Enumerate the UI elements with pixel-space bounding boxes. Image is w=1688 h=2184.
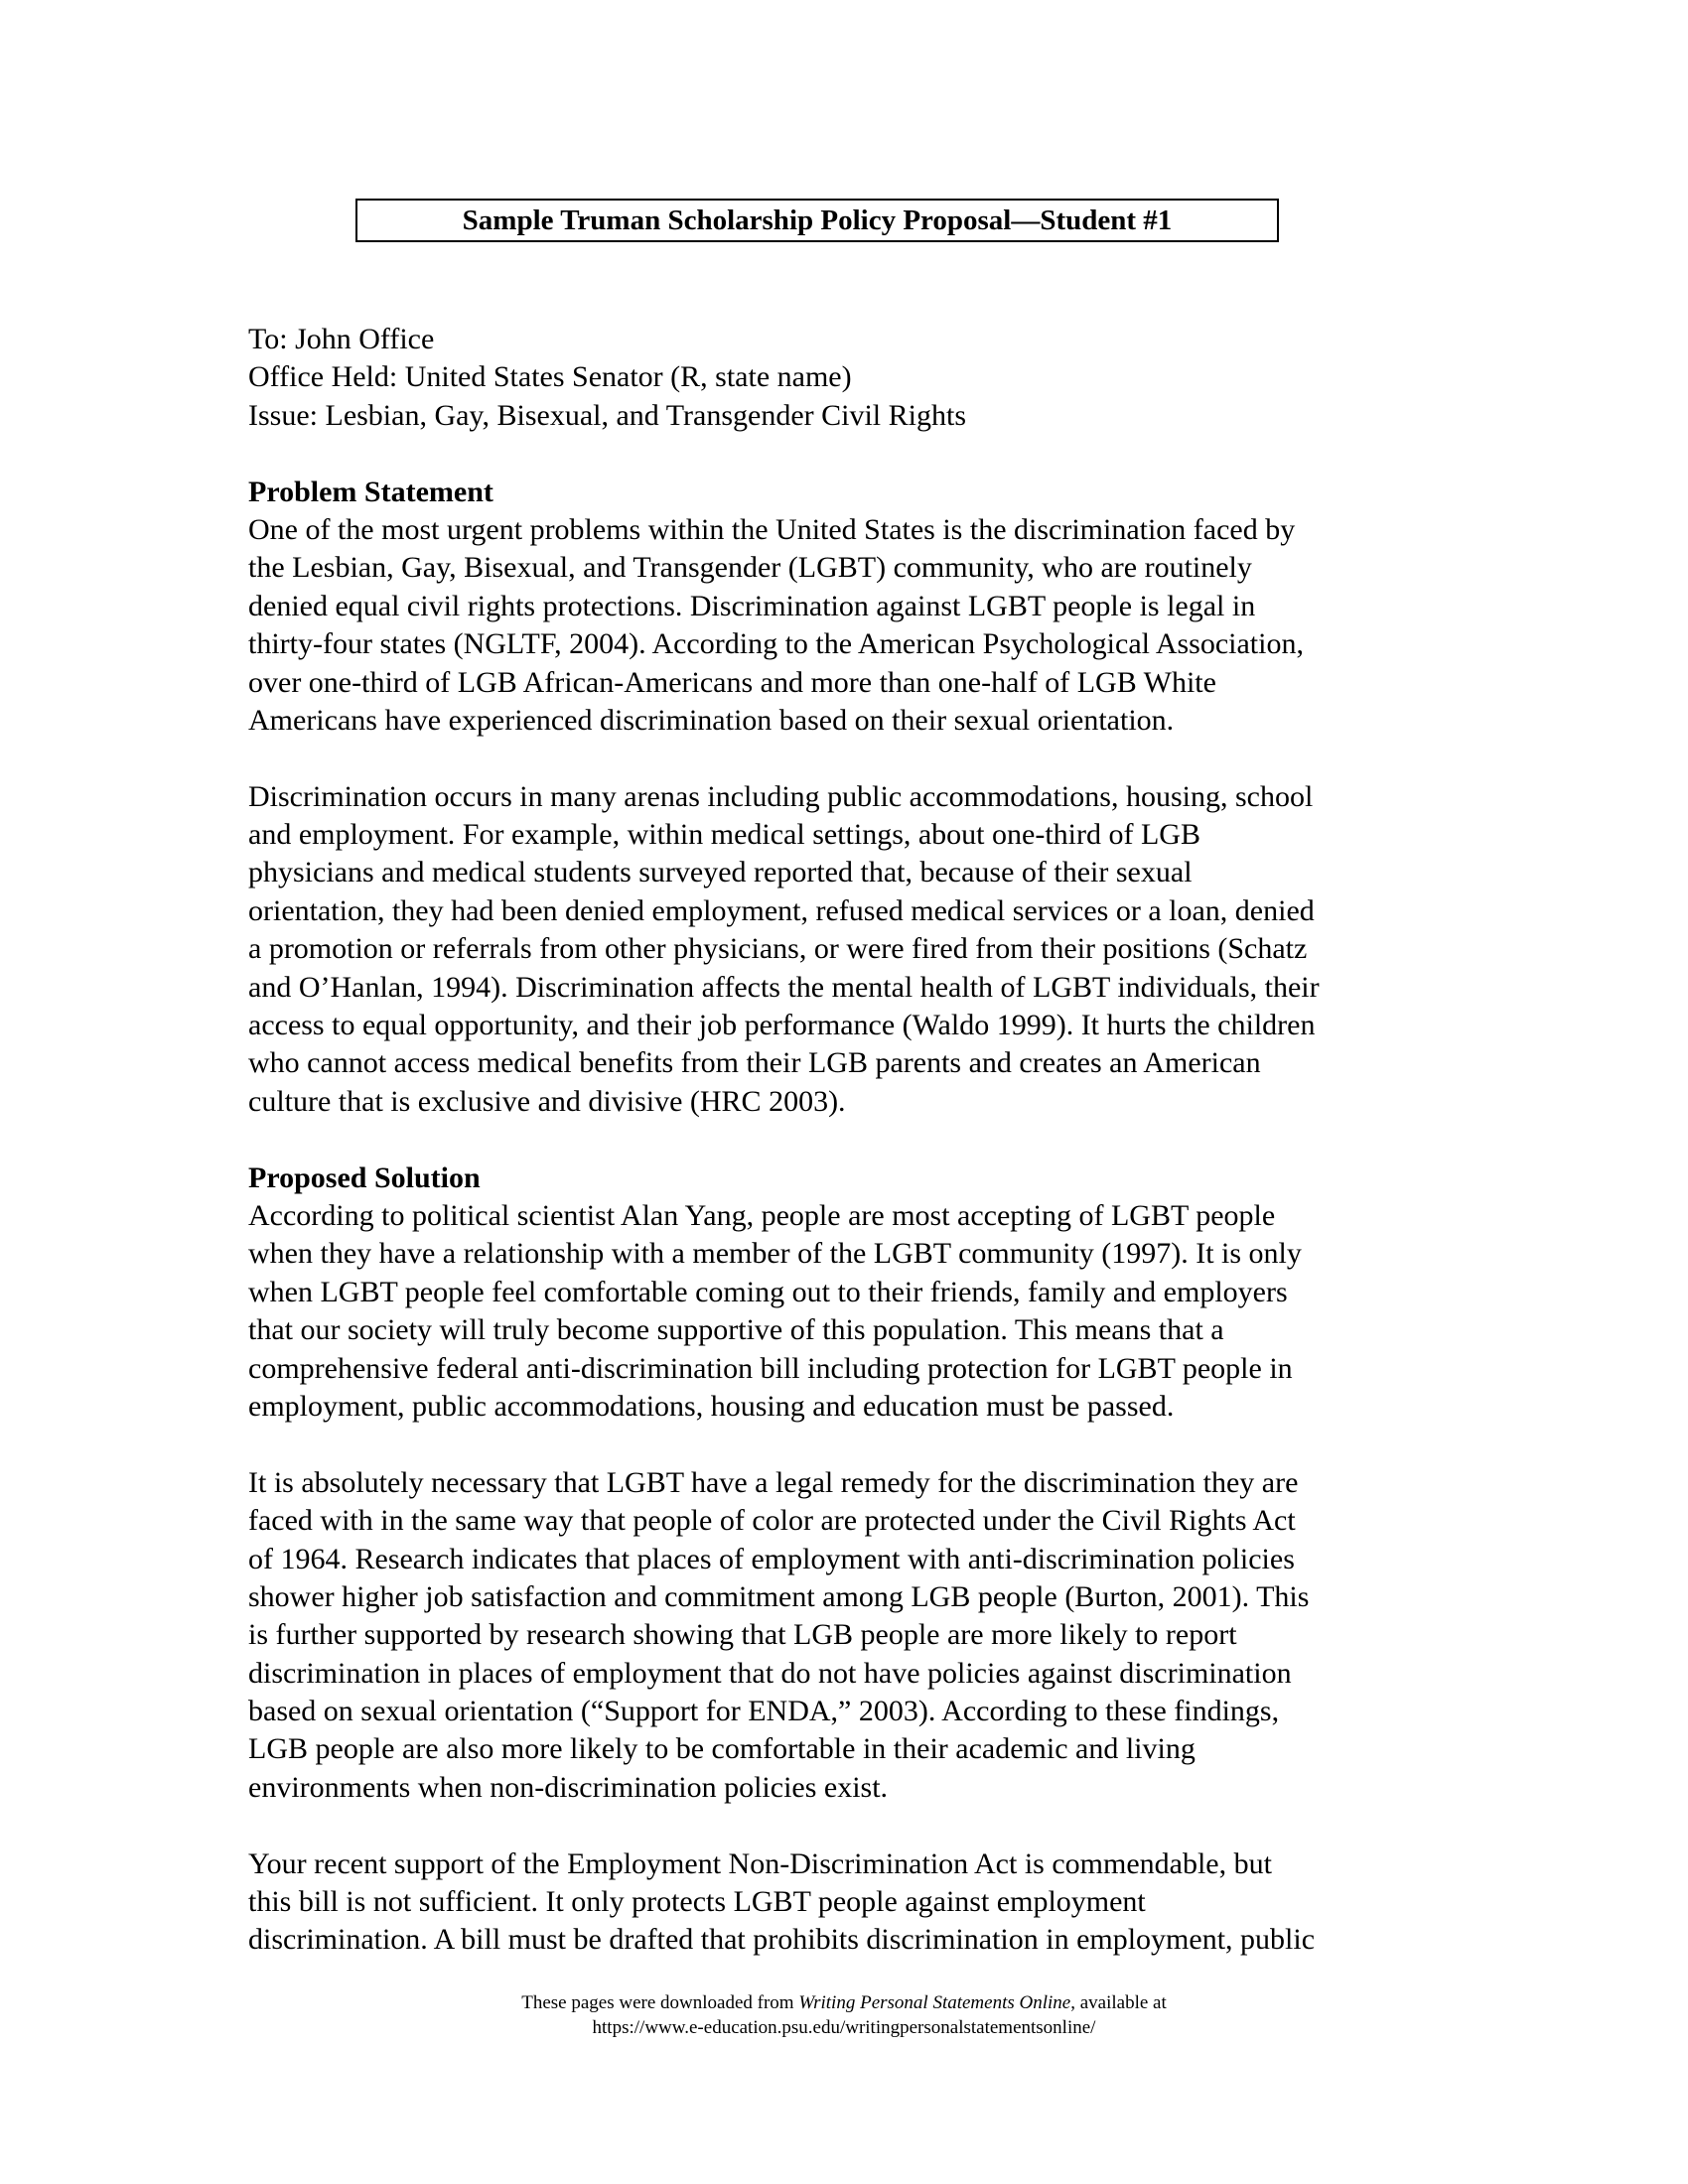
- text-line: who cannot access medical benefits from their LGB parents and creates an American: [248, 1046, 1261, 1080]
- text-line: of 1964. Research indicates that places of employment with anti-discrimination policies: [248, 1542, 1295, 1575]
- problem-paragraph-1: [248, 511, 1460, 740]
- memo-to: To: John Office: [248, 323, 435, 355]
- text-line: environments when non-discrimination policies exist.: [248, 1770, 889, 1804]
- footer-prefix: These pages were downloaded from: [521, 1992, 799, 2013]
- text-line: discrimination in places of employment that do not have policies against discrimination: [248, 1656, 1292, 1690]
- footer-source-title: Writing Personal Statements Online: [798, 1992, 1071, 2013]
- text-line: when they have a relationship with a member of the LGBT community (1997). It is only: [248, 1237, 1302, 1271]
- text-line: According to political scientist Alan Yang, people are most accepting of LGBT people: [248, 1198, 1276, 1232]
- memo-office-held: Office Held: United States Senator (R, state name): [248, 360, 852, 394]
- text-line: and employment. For example, within medical settings, about one-third of LGB: [248, 818, 1200, 852]
- footer-source-line: [0, 1990, 1688, 2015]
- problem-paragraph-2: [248, 778, 1460, 1122]
- text-line: Discrimination occurs in many arenas including public accommodations, housing, school: [248, 779, 1314, 813]
- text-line: access to equal opportunity, and their job performance (Waldo 1999). It hurts the children: [248, 1009, 1316, 1042]
- footer-url: https://www.e-education.psu.edu/writingpersonalstatementsonline/: [592, 2017, 1096, 2038]
- text-line: faced with in the same way that people of color are protected under the Civil Rights Act: [248, 1504, 1296, 1538]
- text-line: a promotion or referrals from other physicians, or were fired from their positions (Schatz: [248, 932, 1308, 966]
- proposed-solution-heading: Proposed Solution: [248, 1160, 481, 1194]
- text-line: thirty-four states (NGLTF, 2004). According to the American Psychological Association,: [248, 627, 1304, 661]
- text-line: that our society will truly become supportive of this population. This means that a: [248, 1313, 1224, 1347]
- footer-suffix: , available at: [1070, 1992, 1167, 2013]
- document-body: [248, 321, 1460, 1960]
- text-line: this bill is not sufficient. It only protects LGBT people against employment: [248, 1885, 1146, 1919]
- text-line: LGB people are also more likely to be comfortable in their academic and living: [248, 1732, 1196, 1766]
- text-line: comprehensive federal anti-discrimination bill including protection for LGBT people in: [248, 1351, 1293, 1385]
- text-line: culture that is exclusive and divisive (HRC 2003).: [248, 1084, 846, 1118]
- text-line: shower higher job satisfaction and commitment among LGB people (Burton, 2001). This: [248, 1579, 1310, 1613]
- problem-statement-section: [248, 474, 1460, 1122]
- memo-header: [248, 321, 1460, 435]
- memo-issue: Issue: Lesbian, Gay, Bisexual, and Transgender Civil Rights: [248, 398, 966, 432]
- text-line: is further supported by research showing that LGB people are more likely to report: [248, 1618, 1237, 1652]
- text-line: and O’Hanlan, 1994). Discrimination affects the mental health of LGBT individuals, their: [248, 970, 1320, 1004]
- text-line: Your recent support of the Employment Non-Discrimination Act is commendable, but: [248, 1846, 1272, 1880]
- text-line: discrimination. A bill must be drafted that prohibits discrimination in employment, public: [248, 1923, 1316, 1957]
- solution-paragraph-2: [248, 1464, 1460, 1808]
- solution-paragraph-3: [248, 1845, 1460, 1960]
- text-line: physicians and medical students surveyed reported that, because of their sexual: [248, 856, 1193, 889]
- document-title: Sample Truman Scholarship Policy Proposal—Student #1: [462, 204, 1173, 236]
- text-line: the Lesbian, Gay, Bisexual, and Transgender (LGBT) community, who are routinely: [248, 551, 1252, 585]
- text-line: orientation, they had been denied employment, refused medical services or a loan, denied: [248, 893, 1315, 927]
- text-line: It is absolutely necessary that LGBT have a legal remedy for the discrimination they are: [248, 1465, 1299, 1499]
- problem-statement-heading: Problem Statement: [248, 475, 493, 508]
- text-line: employment, public accommodations, housing and education must be passed.: [248, 1389, 1175, 1423]
- text-line: denied equal civil rights protections. Discrimination against LGBT people is legal in: [248, 589, 1256, 622]
- solution-paragraph-1: [248, 1197, 1460, 1426]
- text-line: based on sexual orientation (“Support for ENDA,” 2003). According to these findings,: [248, 1695, 1280, 1728]
- page-footer: [0, 1990, 1688, 2040]
- proposed-solution-section: [248, 1160, 1460, 1960]
- text-line: over one-third of LGB African-Americans and more than one-half of LGB White: [248, 665, 1216, 699]
- text-line: Americans have experienced discrimination based on their sexual orientation.: [248, 703, 1175, 737]
- title-box: [355, 199, 1279, 242]
- text-line: when LGBT people feel comfortable coming out to their friends, family and employers: [248, 1275, 1288, 1308]
- text-line: One of the most urgent problems within the United States is the discrimination faced by: [248, 512, 1296, 546]
